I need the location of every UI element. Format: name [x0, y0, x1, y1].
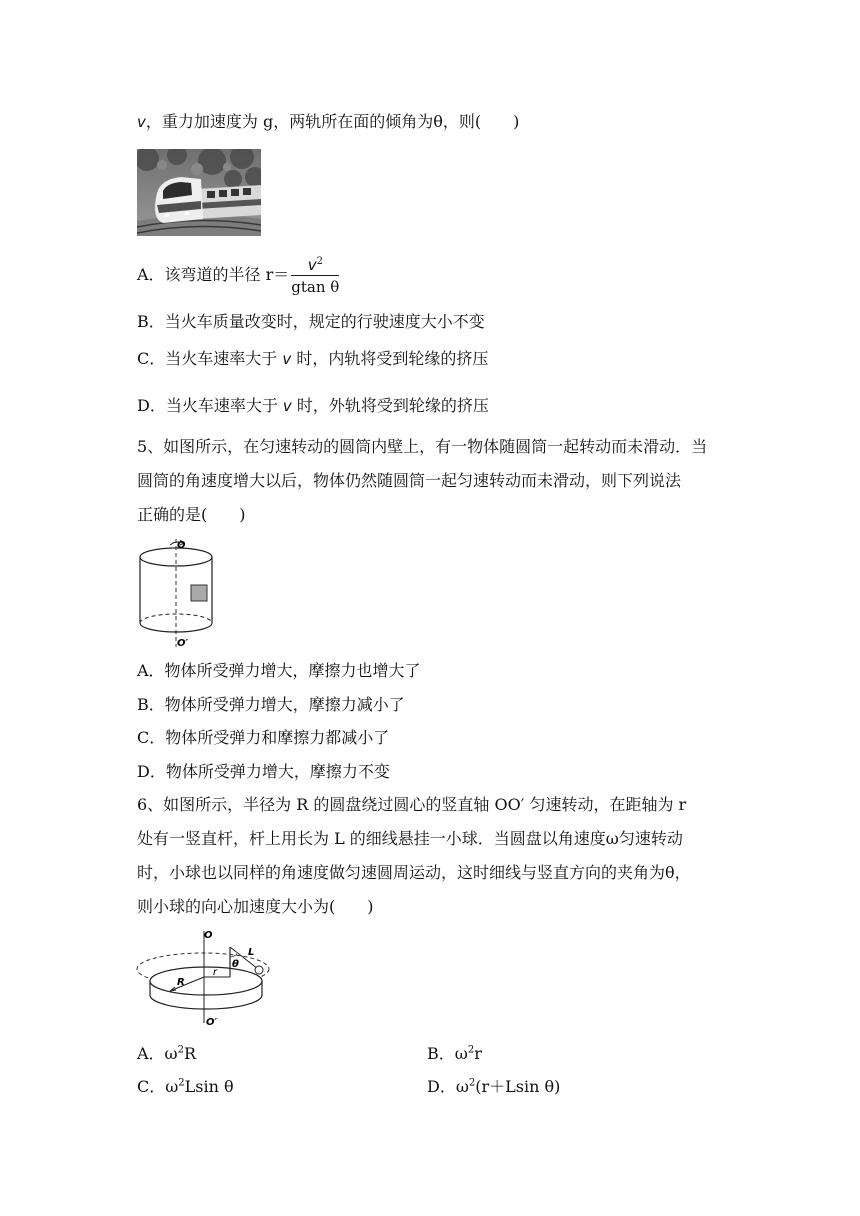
q6-option-b-post: r: [474, 1044, 482, 1063]
q4-stem-v: v: [137, 113, 146, 131]
q5-stem-line3: 正确的是( ): [137, 505, 246, 524]
q4-stem-text: ，重力加速度为 g，两轨所在面的倾角为θ，则( ): [145, 112, 520, 131]
q5-option-c: C．物体所受弹力和摩擦力都减小了: [137, 728, 390, 747]
q6-option-d: [427, 1076, 560, 1098]
q6-option-c: [137, 1076, 234, 1098]
q4-option-c-post: 时，内轨将受到轮缘的挤压: [291, 349, 489, 368]
q6-option-a-exp: 2: [177, 1044, 184, 1056]
q6-stem-line1: 6、如图所示，半径为 R 的圆盘绕过圆心的竖直轴 OO′ 匀速转动，在距轴为 r: [137, 795, 687, 814]
disk-label-r-small: r: [213, 967, 218, 978]
q6-option-c-post: Lsin θ: [184, 1077, 234, 1096]
q4-option-a: [137, 252, 339, 298]
cylinder-label-o: O: [177, 540, 186, 551]
disk-label-oprime: O′: [206, 1017, 218, 1028]
disk-diagram: [130, 925, 275, 1030]
q6-option-d-exp: 2: [468, 1077, 476, 1089]
q4-option-a-text: A．该弯道的半径 r＝: [137, 265, 290, 284]
q6-option-a-pre: A．ω: [137, 1044, 178, 1063]
q4-option-b: B．当火车质量改变时，规定的行驶速度大小不变: [137, 312, 485, 331]
q5-option-a: A．物体所受弹力增大，摩擦力也增大了: [137, 661, 421, 680]
q6-stem-line4: 则小球的向心加速度大小为( ): [137, 897, 374, 916]
q4-stem: [137, 111, 519, 133]
q5-option-d: D．物体所受弹力增大，摩擦力不变: [137, 762, 390, 781]
q6-option-a: [137, 1043, 196, 1065]
q4-option-c-v: v: [282, 350, 292, 368]
q4-option-d-post: 时，外轨将受到轮缘的挤压: [291, 396, 489, 415]
q5-stem-line2: 圆筒的角速度增大以后，物体仍然随圆筒一起匀速转动而未滑动，则下列说法: [137, 471, 682, 490]
q4-fraction: [291, 256, 339, 296]
q6-stem-line3: 时，小球也以同样的角速度做匀速圆周运动，这时细线与竖直方向的夹角为θ，: [137, 863, 691, 882]
q6-option-b-pre: B．ω: [427, 1044, 468, 1063]
q6-option-d-post: (r＋Lsin θ): [475, 1077, 561, 1096]
disk-label-o: O: [204, 930, 213, 941]
disk-label-l: L: [248, 947, 255, 958]
disk-label-r-big: R: [177, 977, 185, 988]
disk-label-theta: θ: [232, 959, 239, 970]
q4-frac-v: v: [307, 255, 317, 274]
q6-option-d-pre: D．ω: [427, 1077, 469, 1096]
q5-option-b: B．物体所受弹力增大，摩擦力减小了: [137, 695, 405, 714]
q4-frac-den: gtan θ: [291, 277, 340, 296]
cylinder-diagram: [130, 535, 230, 650]
q4-option-d-v: v: [282, 397, 292, 415]
q6-option-c-exp: 2: [178, 1077, 185, 1089]
q5-stem-line1: 5、如图所示，在匀速转动的圆筒内壁上，有一物体随圆筒一起转动而未滑动．当: [137, 437, 708, 456]
q4-option-d: [137, 395, 489, 417]
q4-frac-exp: 2: [316, 255, 323, 267]
q6-option-a-post: R: [183, 1044, 197, 1063]
q6-stem-line2: 处有一竖直杆，杆上用长为 L 的细线悬挂一小球．当圆盘以角速度ω匀速转动: [137, 829, 683, 848]
cylinder-label-oprime: O′: [177, 638, 189, 649]
q4-option-c: [137, 348, 488, 370]
train-photo: [137, 149, 261, 236]
q4-option-d-pre: D．当火车速率大于: [137, 396, 283, 415]
q6-option-b-exp: 2: [467, 1044, 475, 1056]
q4-option-c-pre: C．当火车速率大于: [137, 349, 283, 368]
q6-option-c-pre: C．ω: [137, 1077, 179, 1096]
q6-option-b: [427, 1043, 482, 1065]
